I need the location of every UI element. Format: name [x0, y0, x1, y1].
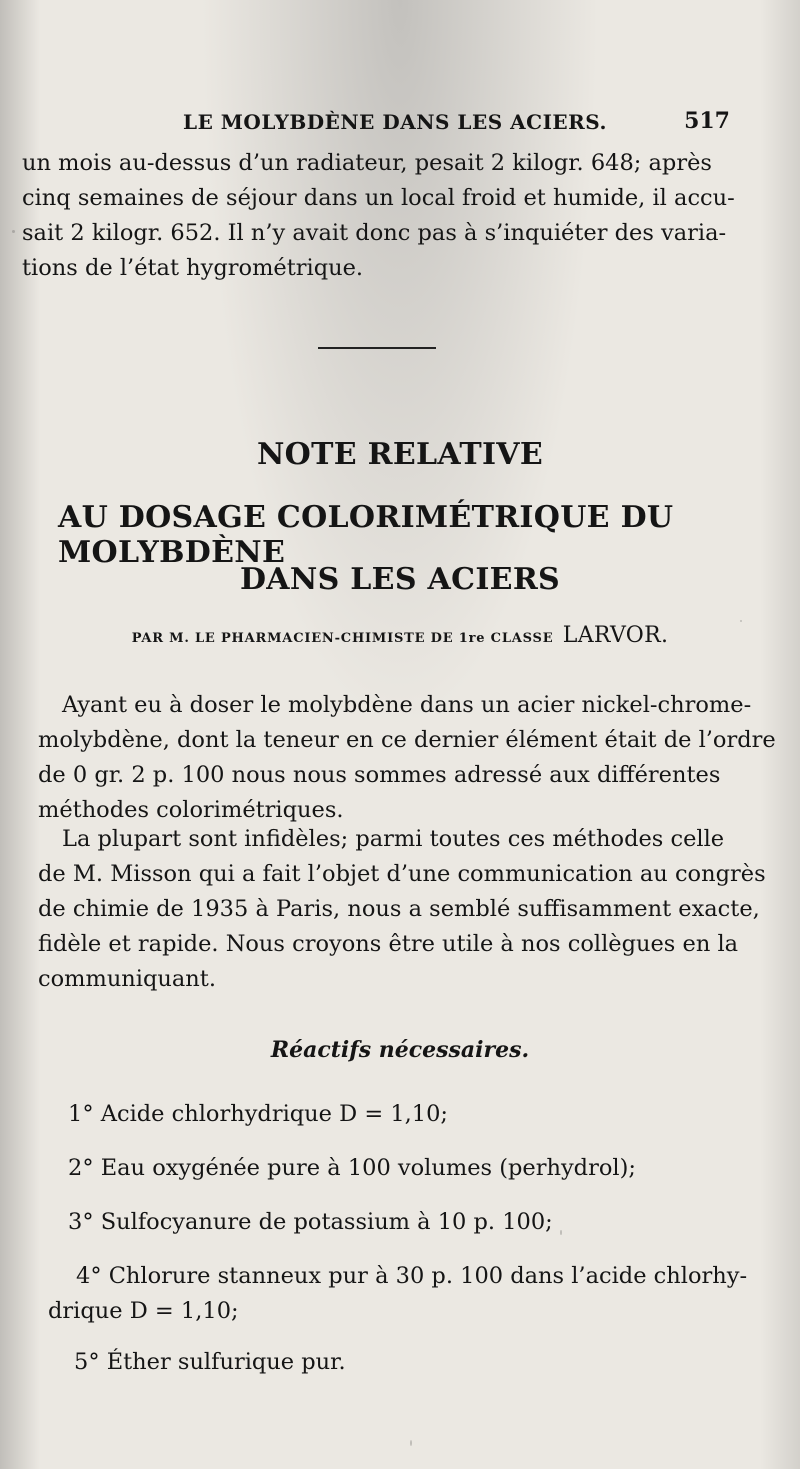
- text-line: 4° Chlorure stanneux pur à 30 p. 100 dans l’acide chlorhy-: [76, 1263, 748, 1289]
- text-line: sait 2 kilogr. 652. Il n’y avait donc pas à s’inquiéter des varia-: [22, 220, 727, 246]
- text-line: tions de l’état hygrométrique.: [22, 255, 364, 281]
- text-line: 1° Acide chlorhydrique D = 1,10;: [68, 1101, 449, 1127]
- reagent-item-3: [68, 1205, 788, 1240]
- reagents-heading: Réactifs nécessaires.: [270, 1037, 530, 1063]
- text-line: molybdène, dont la teneur en ce dernier élément était de l’ordre: [38, 727, 776, 753]
- section-divider: [318, 347, 436, 349]
- text-line: drique D = 1,10;: [48, 1298, 239, 1324]
- text-line: La plupart sont infidèles; parmi toutes ces méthodes celle: [62, 826, 725, 852]
- reagent-item-2: [68, 1151, 788, 1186]
- article-title-line-3: DANS LES ACIERS: [239, 562, 561, 597]
- byline: [0, 623, 800, 648]
- page-number: 517: [684, 108, 730, 134]
- text-line: 2° Eau oxygénée pure à 100 volumes (perhydrol);: [68, 1155, 636, 1181]
- continued-paragraph: [22, 146, 734, 286]
- byline-author: LARVOR.: [562, 623, 669, 648]
- text-line: Ayant eu à doser le molybdène dans un acier nickel-chrome-: [62, 692, 752, 718]
- reagent-item-1: [68, 1097, 788, 1132]
- paragraph-1: [38, 688, 776, 828]
- paper-speck: [560, 1230, 562, 1235]
- text-line: méthodes colorimétriques.: [38, 797, 344, 823]
- text-line: cinq semaines de séjour dans un local froid et humide, il accu-: [22, 185, 735, 211]
- article-title-line-1: NOTE RELATIVE: [256, 437, 544, 472]
- running-title: LE MOLYBDÈNE DANS LES ACIERS.: [183, 110, 607, 134]
- byline-prefix: PAR M. LE PHARMACIEN-CHIMISTE DE 1re CLASSE: [131, 631, 554, 646]
- text-line: communiquant.: [38, 966, 216, 992]
- text-line: de M. Misson qui a fait l’objet d’une communication au congrès: [38, 861, 766, 887]
- paper-speck: [410, 1440, 412, 1446]
- paper-speck: [740, 620, 742, 622]
- reagent-item-5: [74, 1345, 794, 1380]
- article-title-line-2: AU DOSAGE COLORIMÉTRIQUE DU MOLYBDÈNE: [58, 500, 674, 570]
- paragraph-2: [38, 822, 766, 997]
- paper-speck: [12, 230, 15, 233]
- text-line: fidèle et rapide. Nous croyons être utile à nos collègues en la: [38, 931, 739, 957]
- text-line: de chimie de 1935 à Paris, nous a semblé suffisamment exacte,: [38, 896, 760, 922]
- text-line: de 0 gr. 2 p. 100 nous nous sommes adressé aux différentes: [38, 762, 721, 788]
- text-line: 3° Sulfocyanure de potassium à 10 p. 100;: [68, 1209, 553, 1235]
- text-line: 5° Éther sulfurique pur.: [74, 1349, 346, 1375]
- running-head: [40, 108, 730, 138]
- text-line: un mois au-dessus d’un radiateur, pesait 2 kilogr. 648; après: [22, 150, 712, 176]
- reagent-item-4: [48, 1259, 768, 1329]
